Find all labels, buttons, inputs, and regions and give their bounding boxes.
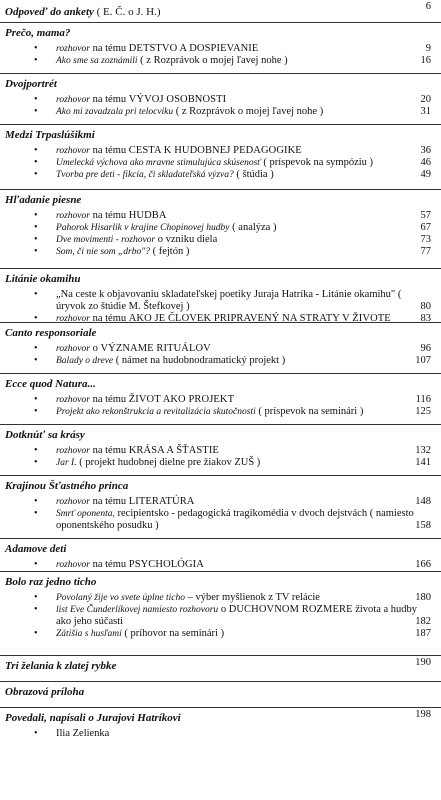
item-italic-text: rozhovor [56,497,90,507]
section-title-text: Dotknúť sa krásy [5,429,85,441]
page-number: 9 [425,43,431,54]
item-italic-text: rozhovor [56,146,90,156]
page-number: 83 [420,313,431,324]
section-title [0,27,441,40]
item-italic-text: Pahorok Hisarlik v krajine Chopinovej hudby [56,223,230,233]
item-text: na tému [89,394,129,405]
section-title-text: Canto responsoriale [5,327,97,339]
section-title-text: Tri želania k zlatej rybke [5,660,117,672]
page-number: 132 [415,445,431,456]
item-text: o [89,343,101,354]
bullet-icon: • [34,508,38,519]
list-item [0,496,441,508]
list-item [0,234,441,246]
list-item [0,145,441,157]
bullet-icon: • [34,106,38,117]
list-item [0,604,441,628]
page-number: 158 [415,520,431,531]
list-item [0,559,441,571]
item-italic-text: rozhovor [56,395,90,405]
list-item [0,246,441,258]
page-number: 182 [415,616,431,627]
section-title-text: Krajinou Šťastného princa [5,480,129,492]
page-number: 107 [415,355,431,366]
page-number: 80 [420,301,431,312]
section-title [0,576,441,589]
item-text: ( námet na hudobnodramatický projekt ) [113,355,286,366]
item-text: o vzniku diela [155,234,218,245]
item-text: o [218,604,229,615]
bullet-icon: • [34,157,38,168]
section-title-text: Odpoveď do ankety [5,6,94,18]
toc-section [0,0,441,23]
list-item [0,169,441,181]
page-number: 187 [415,628,431,639]
page-number: 166 [415,559,431,570]
bullet-icon: • [34,604,38,615]
section-title-text: Medzi Trpaslúšikmi [5,129,95,141]
item-italic-text: Jar I. [56,458,77,468]
toc-section [0,74,441,125]
bullet-icon: • [34,559,38,570]
item-topic: AKO JE ČLOVEK PRIPRAVENÝ NA STRATY V ŽIVOTE [128,313,391,324]
toc-section [0,656,441,682]
page-number: 198 [415,709,431,720]
page-number: 190 [415,657,431,668]
page-number: 57 [420,210,431,221]
toc-section [0,125,441,190]
bullet-icon: • [34,234,38,245]
section-title-text: Obrazová príloha [5,686,85,698]
item-text: ( analýza ) [229,222,277,233]
item-text: Ilia Zelienka [56,728,110,739]
section-title [0,480,441,493]
section-title-text: Hľadanie piesne [5,194,82,206]
bullet-icon: • [34,394,38,405]
section-title [0,543,441,556]
item-text-2: života a hudby ako jeho súčasti [56,604,418,627]
bullet-icon: • [34,222,38,233]
list-item [0,355,441,367]
section-title-text: Bolo raz jedno ticho [5,576,97,588]
page-number: 73 [420,234,431,245]
page-number: 20 [420,94,431,105]
item-text: na tému [89,43,129,54]
bullet-icon: • [34,169,38,180]
toc-section [0,23,441,74]
section-title-text: Povedali, napísali o Jurajovi Hatríkovi [5,712,181,724]
list-item [0,445,441,457]
page-number: 96 [420,343,431,354]
item-topic: VÝZNAME RITUÁLOV [100,343,211,354]
item-italic-text: Umelecká výchova ako mravne stimulujúca skúsenosť [56,158,261,168]
item-topic: DETSTVO A DOSPIEVANIE [128,43,259,54]
item-italic-text: rozhovor [56,314,90,324]
item-text: ( príspevok na sympóziu ) [260,157,374,168]
bullet-icon: • [34,145,38,156]
bullet-icon: • [34,343,38,354]
list-item [0,457,441,469]
bullet-icon: • [34,43,38,54]
section-title-suffix: ( E. Č. o J. H.) [93,6,161,18]
item-text: recipientsko - pedagogická tragikomédia v dvoch dejstvách ( namiesto oponentského posudku ) [56,508,414,531]
bullet-icon: • [34,55,38,66]
page-number: 6 [425,1,431,12]
item-topic: VÝVOJ OSOBNOSTI [128,94,227,105]
bullet-icon: • [34,496,38,507]
list-item [0,394,441,406]
page-number: 67 [420,222,431,233]
item-text: ( príhovor na seminári ) [121,628,225,639]
list-item [0,210,441,222]
list-item [0,55,441,67]
item-topic: HUDBA [128,210,167,221]
item-italic-text: rozhovor [56,95,90,105]
item-italic-text: Projekt ako rekonštrukcia a revitalizácia skutočnosti [56,407,256,417]
bullet-icon: • [34,355,38,366]
bullet-icon: • [34,445,38,456]
bullet-icon: • [34,457,38,468]
page-number: 116 [415,394,431,405]
section-title-text: Ecce quod Natura... [5,378,96,390]
item-italic-text: Som, či nie som „drbo"? [56,247,150,257]
item-topic: DUCHOVNOM ROZMERE [228,604,353,615]
toc-section [0,476,441,539]
toc-section [0,190,441,269]
list-item [0,106,441,118]
list-item [0,343,441,355]
section-title [0,709,441,725]
list-item [0,508,441,532]
section-title-text: Dvojportrét [5,78,57,90]
item-text: na tému [89,145,129,156]
item-text: „Na ceste k objavovaniu skladateľskej poetiky Juraja Hatríka - Litánie okamihu" ( úryvok zo štúdie M. Štefkovej ) [56,289,402,312]
section-title [0,78,441,91]
section-title [0,194,441,207]
item-italic-text: Ako sme sa zoznámili [56,56,138,66]
item-italic-text: Balady o dreve [56,356,114,366]
item-text: na tému [89,445,129,456]
bullet-icon: • [34,406,38,417]
section-title-text: Litánie okamihu [5,273,81,285]
item-text: ( projekt hudobnej dielne pre žiakov ZUŠ ) [76,457,261,468]
page-number: 16 [420,55,431,66]
toc-section [0,572,441,656]
list-item [0,406,441,418]
section-title [0,429,441,442]
item-text: ( fejtón ) [149,246,190,257]
bullet-icon: • [34,728,38,739]
toc-section [0,708,441,748]
page-number: 148 [415,496,431,507]
item-italic-text: rozhovor [56,44,90,54]
list-item [0,43,441,55]
item-italic-text: rozhovor [56,211,90,221]
item-text: ( príspevok na seminári ) [255,406,364,417]
item-italic-text: rozhovor [56,344,90,354]
item-italic-text: Ako mi zavadzala pri telocviku [56,107,174,117]
page-number: 36 [420,145,431,156]
item-italic-text: rozhovor [56,446,90,456]
item-italic-text: Dve movimenti - rozhovor [56,235,156,245]
toc-section [0,539,441,572]
item-topic: ŽIVOT AKO PROJEKT [128,394,235,405]
bullet-icon: • [34,592,38,603]
toc-section [0,323,441,374]
item-text: ( štúdia ) [233,169,274,180]
toc-section [0,425,441,476]
page-number: 49 [420,169,431,180]
item-topic: PSYCHOLÓGIA [128,559,204,570]
bullet-icon: • [34,246,38,257]
page-number: 46 [420,157,431,168]
item-italic-text: Povolaný žije vo svete úplne ticho [56,593,185,603]
list-item [0,628,441,640]
section-title-text: Adamove deti [5,543,67,555]
item-text: na tému [89,94,129,105]
item-text: na tému [89,559,129,570]
item-italic-text: list Eve Čunderlíkovej namiesto rozhovoru [56,605,219,615]
section-title [0,273,441,286]
page-number: 141 [415,457,431,468]
list-item [0,592,441,604]
page-number: 77 [420,246,431,257]
item-text: ( z Rozprávok o mojej ľavej nohe ) [137,55,288,66]
bullet-icon: • [34,289,38,300]
page-number: 31 [420,106,431,117]
item-italic-text: rozhovor [56,560,90,570]
list-item [0,157,441,169]
item-topic: LITERATÚRA [128,496,195,507]
toc-section [0,374,441,425]
item-text: na tému [89,313,129,324]
item-text: na tému [89,496,129,507]
item-text: – výber myšlienok z TV relácie [185,592,320,603]
item-italic-text: Smrť oponenta, [56,509,115,519]
page-number: 180 [415,592,431,603]
section-title [0,327,441,340]
item-topic: CESTA K HUDOBNEJ PEDAGOGIKE [128,145,302,156]
section-title [0,686,441,699]
item-topic: KRÁSA A ŠŤASTIE [128,445,219,456]
list-item [0,222,441,234]
item-text: na tému [89,210,129,221]
item-italic-text: Tvorba pre deti - fikcia, či skladateľská výzva? [56,170,234,180]
list-item [0,728,441,740]
page-number: 125 [415,406,431,417]
item-italic-text: Zátišia s husľami [56,629,122,639]
section-title-text: Prečo, mama? [5,27,71,39]
bullet-icon: • [34,313,38,324]
section-title [0,657,441,673]
item-text: ( z Rozprávok o mojej ľavej nohe ) [173,106,324,117]
section-title [0,378,441,391]
bullet-icon: • [34,94,38,105]
bullet-icon: • [34,210,38,221]
section-title [0,129,441,142]
section-title [0,1,441,19]
bullet-icon: • [34,628,38,639]
toc-section [0,682,441,708]
list-item [0,94,441,106]
list-item [0,289,441,313]
toc-section [0,269,441,323]
